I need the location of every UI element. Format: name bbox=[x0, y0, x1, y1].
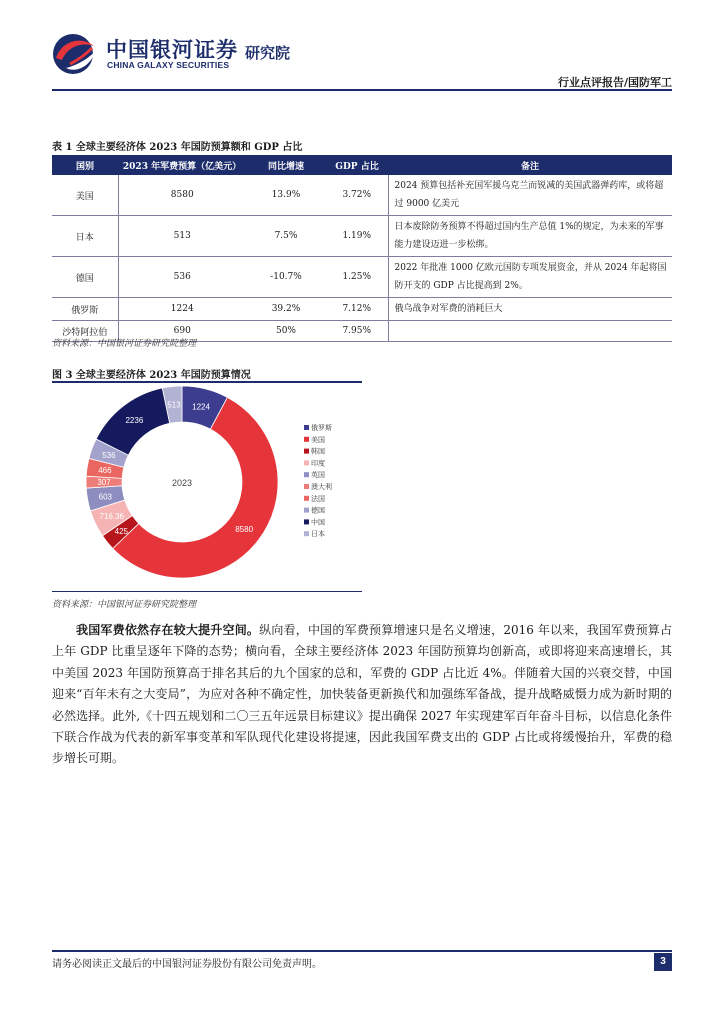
figure-title: 图 3 全球主要经济体 2023 年国防预算情况 bbox=[52, 370, 251, 381]
table-header: 2023 年军费预算（亿美元） bbox=[118, 155, 246, 175]
cell-country: 俄罗斯 bbox=[52, 298, 118, 321]
cell-gdp: 7.12% bbox=[326, 298, 388, 321]
donut-data-label: 603 bbox=[98, 492, 113, 502]
cell-growth: 13.9% bbox=[246, 175, 326, 216]
cell-growth: 39.2% bbox=[246, 298, 326, 321]
legend-label: 美国 bbox=[311, 435, 325, 444]
donut-data-label: 536 bbox=[102, 450, 116, 460]
cell-gdp: 1.19% bbox=[326, 216, 388, 257]
table-header: 备注 bbox=[388, 155, 672, 175]
table-source: 资料来源：中国银河证券研究院整理 bbox=[52, 339, 197, 349]
legend-swatch bbox=[304, 437, 309, 442]
cell-country: 沙特阿拉伯 bbox=[52, 321, 118, 342]
legend-swatch bbox=[304, 484, 309, 489]
legend-swatch bbox=[304, 460, 309, 465]
cell-gdp: 1.25% bbox=[326, 257, 388, 298]
page-number: 3 bbox=[654, 953, 672, 971]
table-header: GDP 占比 bbox=[326, 155, 388, 175]
header-divider bbox=[52, 89, 672, 91]
footer-disclaimer: 请务必阅读正文最后的中国银河证券股份有限公司免责声明。 bbox=[52, 959, 322, 970]
legend-swatch bbox=[304, 519, 309, 524]
paragraph-text: 纵向看，中国的军费预算增速只是名义增速，2016 年以来，我国军费预算占上年 GDP 比重呈逐年下降的态势；横向看，全球主要经济体 2023 年国防预算均创新高，或即将迎来高速增长，其中美国 2023 年国防预算高于排名其后的九个国家的总和，军费的 GDP 占比近 4%。伴随着大国的兴衰交替，中国迎来“百年未有之大变局”，为应对各种不确定性，加快装备更新换代和加强练军备战，提升战略威慑力成为新时期的必然选择。此外,《十四五规划和二〇三五年远景目标建议》提出确保 2027 年实现建军百年奋斗目标，以信息化条件下联合作战为代表的新军事变革和军队现代化建设将提速，因此我国军费支出的 GDP 占比或将缓慢抬升，军费的稳步增长可期。 bbox=[52, 623, 672, 766]
legend-swatch bbox=[304, 449, 309, 454]
table-header: 国别 bbox=[52, 155, 118, 175]
cell-gdp: 7.95% bbox=[326, 321, 388, 342]
legend-label: 日本 bbox=[311, 530, 325, 539]
figure-source: 资料来源：中国银河证券研究院整理 bbox=[52, 600, 197, 610]
legend-label: 法国 bbox=[311, 494, 325, 503]
cell-budget: 513 bbox=[118, 216, 246, 257]
figure-bottom-rule bbox=[52, 591, 362, 592]
defense-budget-table bbox=[52, 155, 672, 342]
cell-budget: 536 bbox=[118, 257, 246, 298]
cell-country: 德国 bbox=[52, 257, 118, 298]
legend-swatch bbox=[304, 531, 309, 536]
donut-data-label: 307 bbox=[97, 478, 111, 488]
donut-data-label: 2236 bbox=[125, 416, 144, 426]
donut-data-label: 716.36 bbox=[99, 511, 124, 521]
cell-note: 2024 预算包括补充国军援乌克兰而锐减的美国武器弹药库，或将超过 9000 亿美元 bbox=[388, 175, 672, 216]
paragraph-lead: 我国军费依然存在较大提升空间。 bbox=[76, 623, 260, 637]
table-title: 表 1 全球主要经济体 2023 年国防预算额和 GDP 占比 bbox=[52, 142, 303, 153]
donut-data-label: 466 bbox=[98, 466, 112, 476]
table-row bbox=[52, 298, 672, 321]
donut-data-label: 425 bbox=[114, 527, 129, 537]
table-header-row bbox=[52, 155, 672, 175]
table-row bbox=[52, 216, 672, 257]
donut-center-label: 2023 bbox=[171, 478, 193, 488]
defense-budget-donut-chart bbox=[52, 382, 362, 590]
legend-label: 澳大利 bbox=[311, 483, 332, 491]
brand-name-cn: 中国银河证券 bbox=[106, 38, 238, 62]
legend-swatch bbox=[304, 496, 309, 501]
cell-growth: 7.5% bbox=[246, 216, 326, 257]
donut-data-label: 513 bbox=[167, 400, 181, 410]
table-row bbox=[52, 175, 672, 216]
donut-data-label: 1224 bbox=[192, 402, 210, 412]
cell-country: 美国 bbox=[52, 175, 118, 216]
table-header: 同比增速 bbox=[246, 155, 326, 175]
legend-label: 英国 bbox=[311, 471, 325, 480]
cell-country: 日本 bbox=[52, 216, 118, 257]
cell-growth: -10.7% bbox=[246, 257, 326, 298]
cell-budget: 1224 bbox=[118, 298, 246, 321]
legend-swatch bbox=[304, 508, 309, 513]
legend-label: 韩国 bbox=[311, 447, 325, 456]
cell-gdp: 3.72% bbox=[326, 175, 388, 216]
cell-note: 2022 年批准 1000 亿欧元国防专项发展资金，并从 2024 年起将国防开支的 GDP 占比提高到 2%。 bbox=[388, 257, 672, 298]
legend-swatch bbox=[304, 425, 309, 430]
footer-divider bbox=[52, 950, 672, 952]
legend-label: 德国 bbox=[311, 506, 325, 515]
legend-swatch bbox=[304, 472, 309, 477]
institute-label: 研究院 bbox=[245, 44, 291, 62]
report-category: 行业点评报告/国防军工 bbox=[557, 76, 672, 89]
cell-note: 日本废除防务预算不得超过国内生产总值 1%的规定，为未来的军事能力建设迈进一步松绑。 bbox=[388, 216, 672, 257]
body-paragraph bbox=[52, 620, 672, 770]
table-row bbox=[52, 257, 672, 298]
legend-label: 中国 bbox=[311, 518, 325, 527]
legend-label: 俄罗斯 bbox=[311, 424, 332, 432]
brand-name-en: CHINA GALAXY SECURITIES bbox=[107, 60, 230, 70]
cell-growth: 50% bbox=[246, 321, 326, 342]
galaxy-logo-icon bbox=[48, 30, 102, 76]
cell-note: 俄乌战争对军费的消耗巨大 bbox=[388, 298, 672, 321]
cell-budget: 690 bbox=[118, 321, 246, 342]
cell-note bbox=[388, 321, 672, 342]
legend-label: 印度 bbox=[311, 459, 325, 468]
donut-data-label: 8580 bbox=[235, 525, 254, 535]
cell-budget: 8580 bbox=[118, 175, 246, 216]
